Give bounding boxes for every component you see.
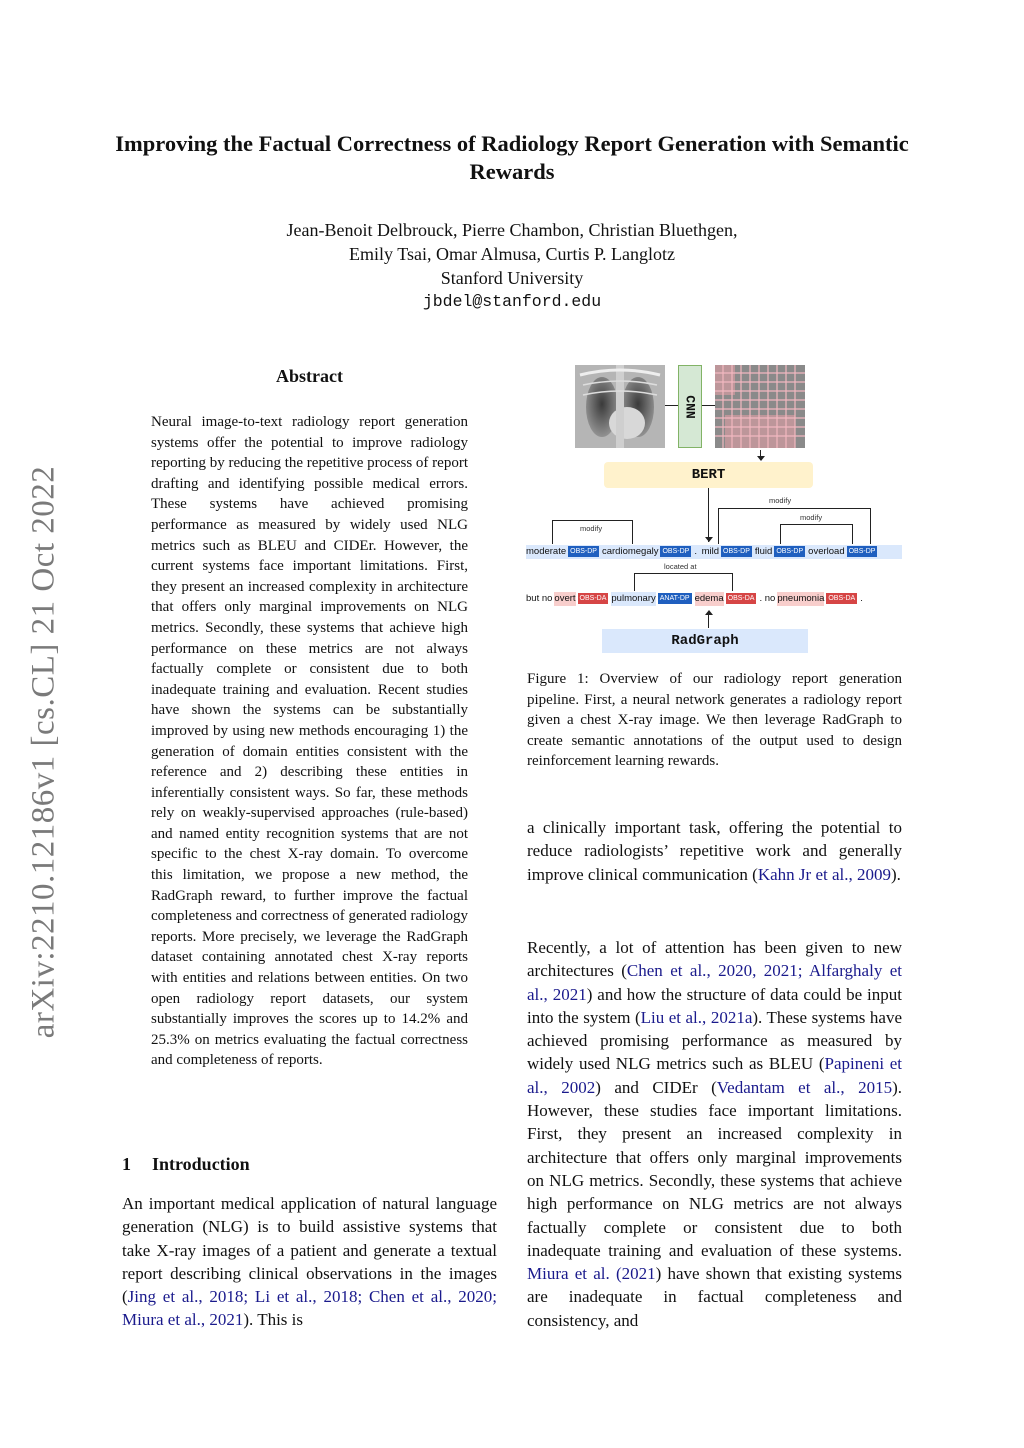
entity-tag: OBS-DP (848, 548, 876, 555)
entity-token: fluid (754, 546, 773, 557)
relation-label-modify: modify (580, 524, 603, 533)
entity-token: mild (701, 546, 720, 557)
entity-token: pulmonary (611, 593, 656, 604)
entity-token: edema (694, 593, 724, 604)
abstract-text: Neural image-to-text radiology report generation systems offer the potential to improve radiology reporting by reducing the repetitive process of report drafting and identifying possible medical errors. These systems have achieved promising performance as measured by widely used NLG metrics such as BLEU and CIDEr. However, the current systems face important limitations. First, they present an increased complexity in architecture that offers only marginal improvements on NLG metrics. Secondly, these systems that achieve high performance on these metrics are not always factually complete or consistent due to both inadequate training and evaluation. Recent studies have shown the systems can be substantially improved by using new methods encouraging 1) the generation of domain entities consistent with the reference and 2) describing these entities in inferentially consistent ways. So far, these methods rely on weakly-supervised approaches (rule-based) and named entity recognition systems that are not specific to the chest X-ray domain. To overcome this limitation, we propose a new method, the RadGraph reward, to further improve the factual completeness and correctness of generated radiology reports. More precisely, we leverage the RadGraph dataset containing annotated chest X-ray reports with entities and relations between entities. On two open radiology report datasets, our system substantially improves the scores up to 14.2% and 25.3% on metrics evaluating the factual correctness and completeness of reports. (151, 414, 468, 1069)
chest-xray-image (575, 365, 665, 448)
entity-token: overload (808, 546, 845, 557)
cnn-block: CNN (678, 365, 702, 448)
intro-paragraph-1: An important medical application of natural language generation (NLG) is to build assistive systems that take X-ray images of a patient and generate a textual report describing clinical observations in the images (Jing et al., 2018; Li et al., 2018; Chen et al., 2020; Miura et al., 2021). This is (122, 1194, 497, 1330)
authors-line-2: Emily Tsai, Omar Almusa, Curtis P. Langlotz (349, 244, 675, 264)
intro-paragraph-1-continued: a clinically important task, offering the potential to reduce radiologists’ repetitive work and generally improve clinical communication (Kahn Jr et al., 2009). (527, 818, 902, 884)
bert-block: BERT (604, 462, 813, 488)
citation-link[interactable]: Vedantam et al., 2015 (716, 1077, 893, 1097)
citation-link[interactable]: Kahn Jr et al., 2009 (757, 864, 891, 884)
figure-1 (522, 362, 912, 657)
citation-link[interactable]: Miura et al. (2021 (527, 1264, 656, 1284)
citation-link[interactable]: Jing et al., 2018; Li et al., 2018; Chen et al., 2020; Miura et al., 2021 (122, 1287, 497, 1330)
author-email[interactable]: jbdel@stanford.edu (422, 292, 602, 311)
citation-link[interactable]: Papineni et al., 2002 (527, 1054, 902, 1097)
entity-tag: OBS-DA (727, 595, 755, 602)
relation-label-located-at: located at (664, 562, 697, 571)
annotated-sentence-2 (526, 592, 865, 606)
entity-tag: OBS-DP (570, 548, 597, 555)
relation-label-modify: modify (769, 496, 792, 505)
sentence-punct: . (694, 546, 697, 557)
entity-token: overt (554, 593, 576, 604)
figure-caption: Figure 1: Overview of our radiology report generation pipeline. First, a neural network generates a radiology report given a chest X-ray image. We then leverage RadGraph to create semantic annotations of the output used to design reinforcement learning rewards. (527, 671, 902, 770)
sentence-punct: . (860, 593, 863, 604)
entity-tag: OBS-DA (579, 595, 607, 602)
abstract-heading: Abstract (276, 366, 343, 386)
entity-token: moderate (526, 546, 567, 557)
sentence-punct: . no (759, 593, 776, 604)
citation-link[interactable]: Liu et al., 2021a (640, 1007, 753, 1027)
annotated-sentence-1 (526, 545, 902, 559)
section-number: 1 (122, 1154, 131, 1174)
entity-tag: OBS-DA (828, 595, 856, 602)
entity-token: pneumonia (777, 593, 825, 604)
section-title: Introduction (152, 1154, 250, 1174)
entity-tag: OBS-DP (723, 548, 750, 555)
citation-link[interactable]: Chen et al., 2020, 2021; Alfarghaly et al., 2021 (527, 961, 903, 1004)
arxiv-watermark: arXiv:2210.12186v1 [cs.CL] 21 Oct 2022 (25, 465, 62, 1039)
authors-line-1: Jean-Benoit Delbrouck, Pierre Chambon, Christian Bluethgen, (286, 220, 738, 240)
feature-grid-image (715, 365, 805, 448)
entity-token: cardiomegaly (601, 546, 659, 557)
relation-label-modify: modify (800, 513, 823, 522)
author-block (150, 218, 874, 314)
radgraph-block: RadGraph (602, 629, 808, 653)
entity-tag: OBS-DP (662, 548, 690, 555)
paper-title: Improving the Factual Correctness of Radiology Report Generation with Semantic Rewards (115, 131, 909, 184)
intro-paragraph-2: Recently, a lot of attention has been given to new architectures (Chen et al., 2020, 2021; Alfarghaly et al., 2021) and how the structure of data could be input into the system (Liu et al., 2021a). These systems have achieved promising performance as measured by widely used NLG metrics such as BLEU (Papineni et al., 2002) and CIDEr (Vedantam et al., 2015). However, these studies face important limitations. First, they present an increased complexity in architecture that offers only marginal improvements on NLG metrics. Secondly, these systems that achieve high performance on NLG metrics are not always factually complete or consistent due to both inadequate training and evaluation of these systems. Miura et al. (2021) have shown that existing systems are inadequate in factual completeness and consistency, and (527, 938, 903, 1330)
entity-tag: OBS-DP (776, 548, 804, 555)
affiliation: Stanford University (440, 268, 584, 288)
section-heading-introduction (122, 1154, 250, 1175)
entity-tag: ANAT-DP (659, 595, 690, 602)
sentence-prefix: but no (526, 593, 553, 604)
